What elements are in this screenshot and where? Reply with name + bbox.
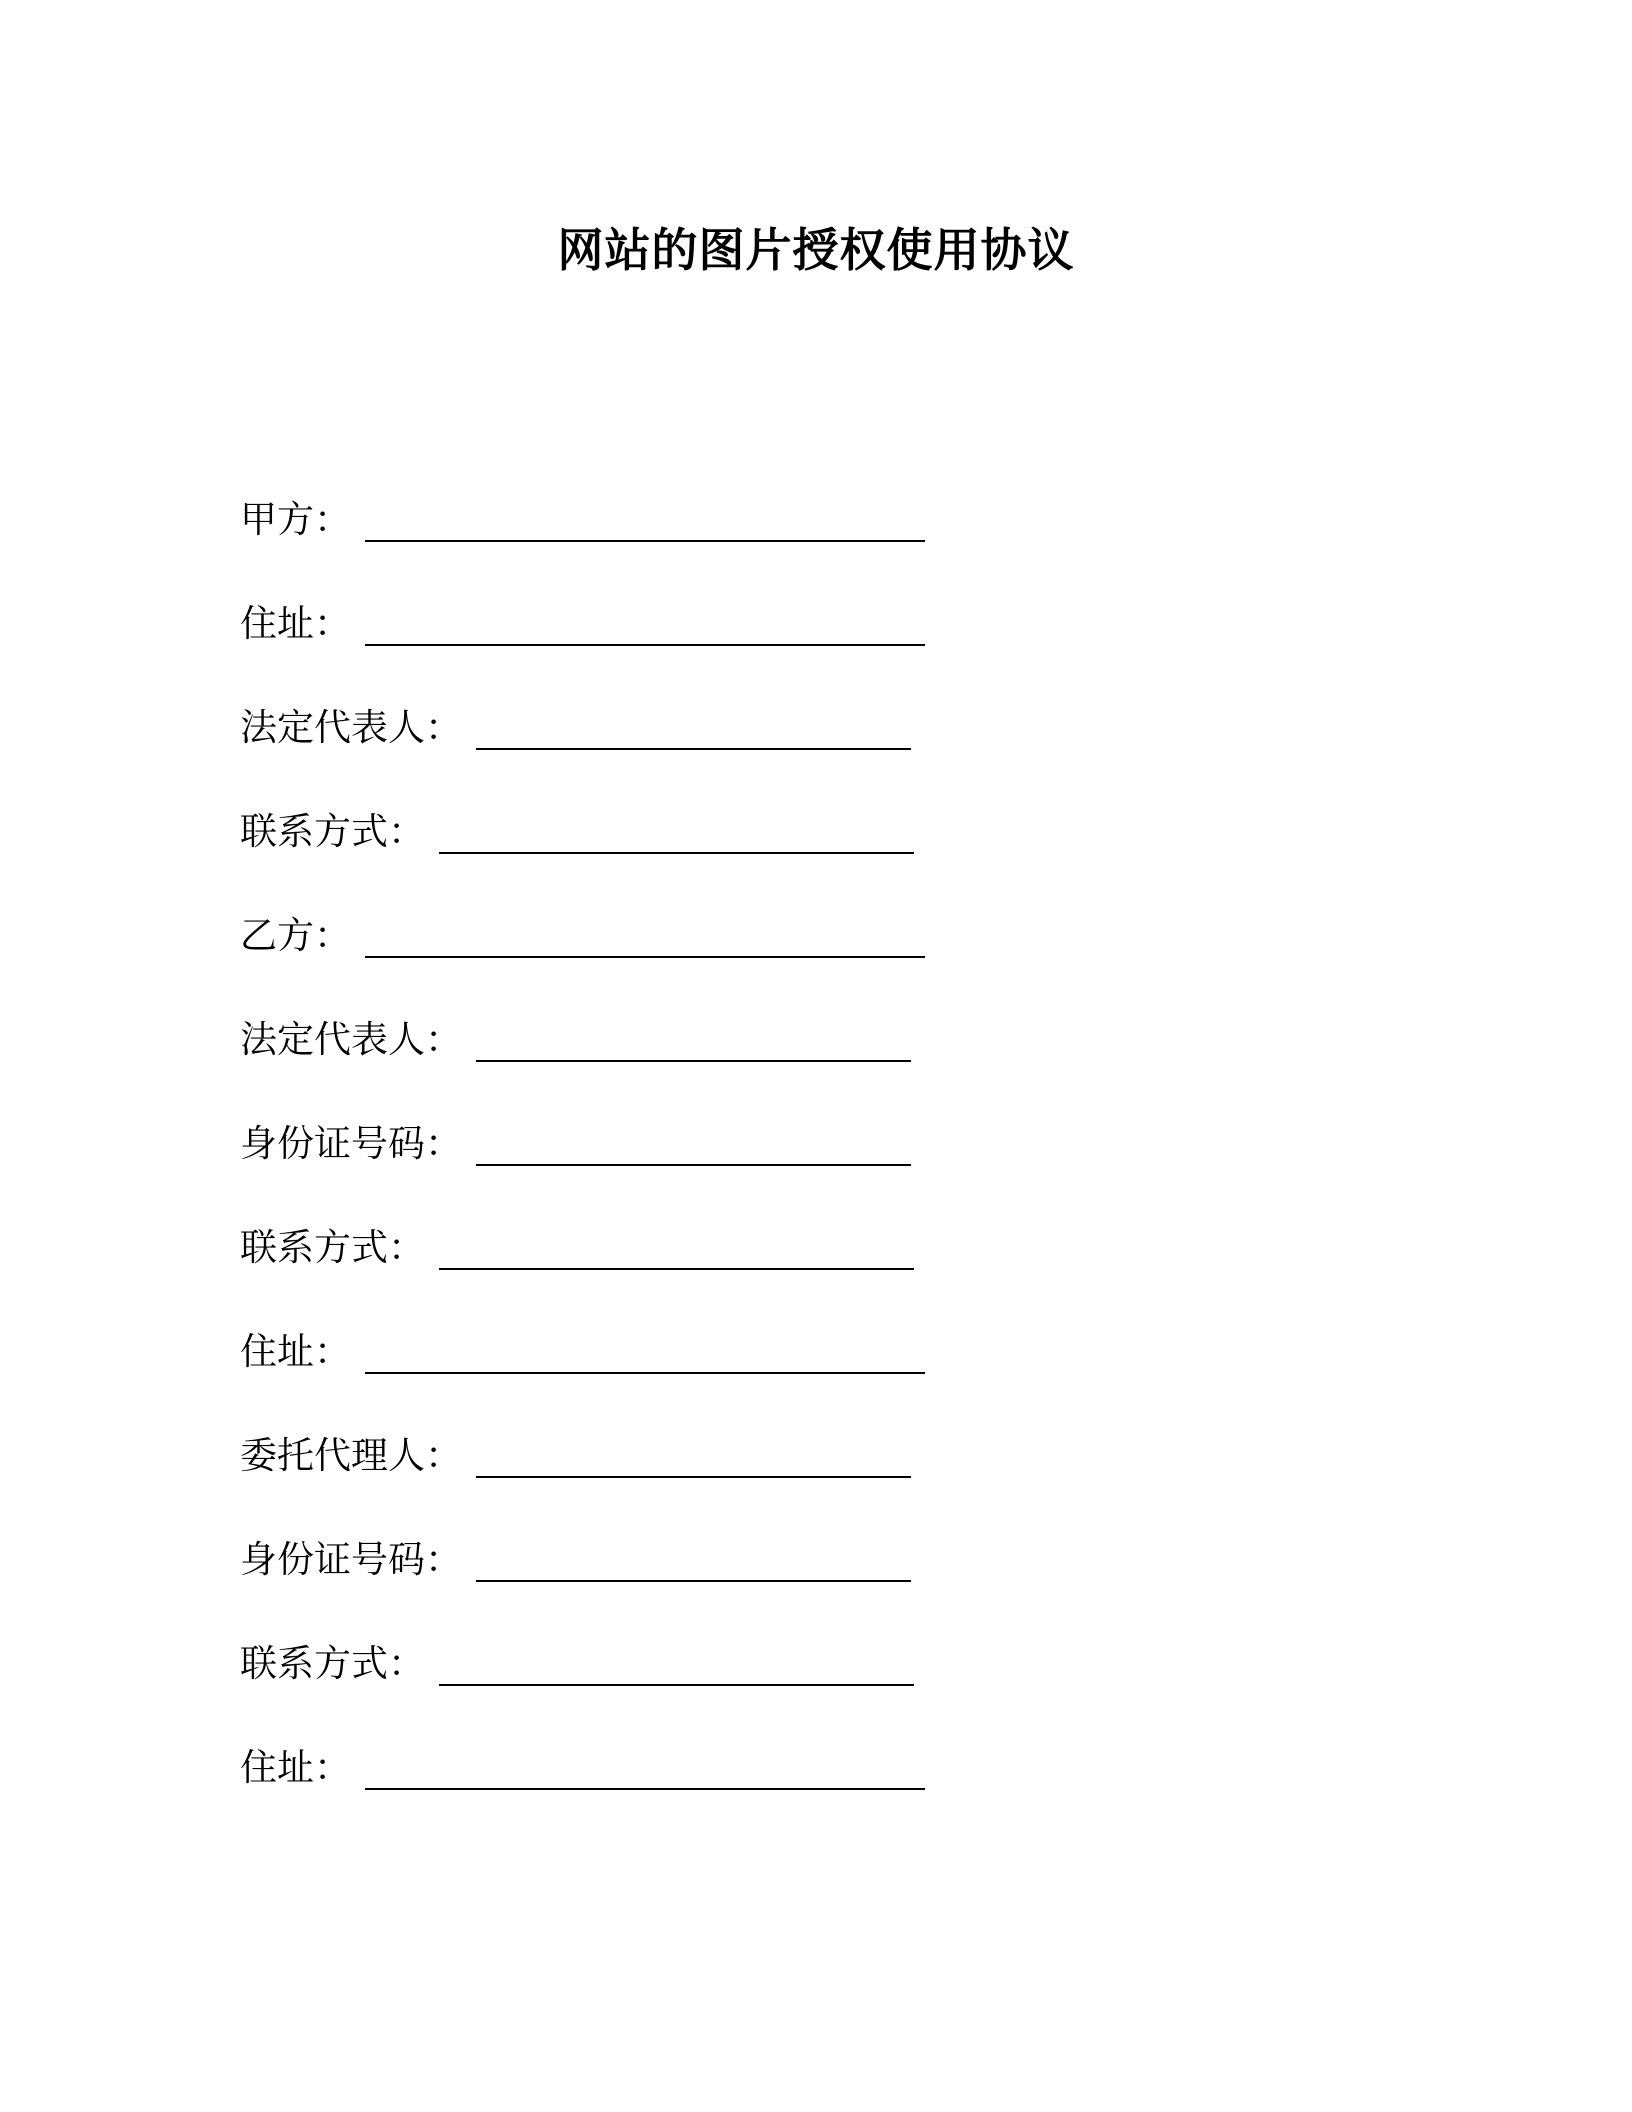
- field-colon: ：: [314, 602, 351, 645]
- document-title: 网站的图片授权使用协议: [557, 223, 1075, 277]
- field-label: 住址: [240, 1330, 314, 1373]
- field-colon: ：: [314, 1746, 351, 1789]
- field-party-a-contact: [240, 804, 1440, 908]
- field-colon: ：: [314, 914, 351, 957]
- field-label: 法定代表人: [240, 1018, 425, 1061]
- fill-in-blank[interactable]: [365, 596, 925, 646]
- field-agent-address: [240, 1740, 1440, 1844]
- fill-in-blank[interactable]: [365, 1740, 925, 1790]
- field-colon: ：: [425, 1538, 462, 1581]
- fill-in-blank[interactable]: [439, 1636, 914, 1686]
- field-colon: ：: [388, 810, 425, 853]
- fill-in-blank[interactable]: [476, 1532, 911, 1582]
- field-label: 住址: [240, 602, 314, 645]
- field-label: 身份证号码: [240, 1122, 425, 1165]
- field-label: 法定代表人: [240, 706, 425, 749]
- field-label: 联系方式: [240, 1226, 388, 1269]
- field-party-b: [240, 908, 1440, 1012]
- field-label: 联系方式: [240, 810, 388, 853]
- field-label: 住址: [240, 1746, 314, 1789]
- field-agent-contact: [240, 1636, 1440, 1740]
- field-label: 委托代理人: [240, 1434, 425, 1477]
- fill-in-blank[interactable]: [476, 700, 911, 750]
- field-label: 甲方: [240, 498, 314, 541]
- field-colon: ：: [388, 1642, 425, 1685]
- fill-in-blank[interactable]: [365, 492, 925, 542]
- field-agent: [240, 1428, 1440, 1532]
- field-agent-id-number: [240, 1532, 1440, 1636]
- field-colon: ：: [314, 1330, 351, 1373]
- field-party-b-contact: [240, 1220, 1440, 1324]
- fill-in-blank[interactable]: [476, 1428, 911, 1478]
- fill-in-blank[interactable]: [365, 908, 925, 958]
- fill-in-blank[interactable]: [476, 1116, 911, 1166]
- fill-in-blank[interactable]: [365, 1324, 925, 1374]
- field-colon: ：: [425, 706, 462, 749]
- field-label: 身份证号码: [240, 1538, 425, 1581]
- field-colon: ：: [425, 1018, 462, 1061]
- field-colon: ：: [425, 1122, 462, 1165]
- fill-in-blank[interactable]: [439, 804, 914, 854]
- field-party-a-address: [240, 596, 1440, 700]
- field-party-b-id-number: [240, 1116, 1440, 1220]
- fill-in-blank[interactable]: [439, 1220, 914, 1270]
- field-party-b-address: [240, 1324, 1440, 1428]
- field-party-a: [240, 492, 1440, 596]
- fill-in-blank[interactable]: [476, 1012, 911, 1062]
- field-label: 乙方: [240, 914, 314, 957]
- field-colon: ：: [425, 1434, 462, 1477]
- field-colon: ：: [314, 498, 351, 541]
- field-party-b-legal-representative: [240, 1012, 1440, 1116]
- field-party-a-legal-representative: [240, 700, 1440, 804]
- field-label: 联系方式: [240, 1642, 388, 1685]
- party-info-fields: [240, 492, 1440, 1844]
- field-colon: ：: [388, 1226, 425, 1269]
